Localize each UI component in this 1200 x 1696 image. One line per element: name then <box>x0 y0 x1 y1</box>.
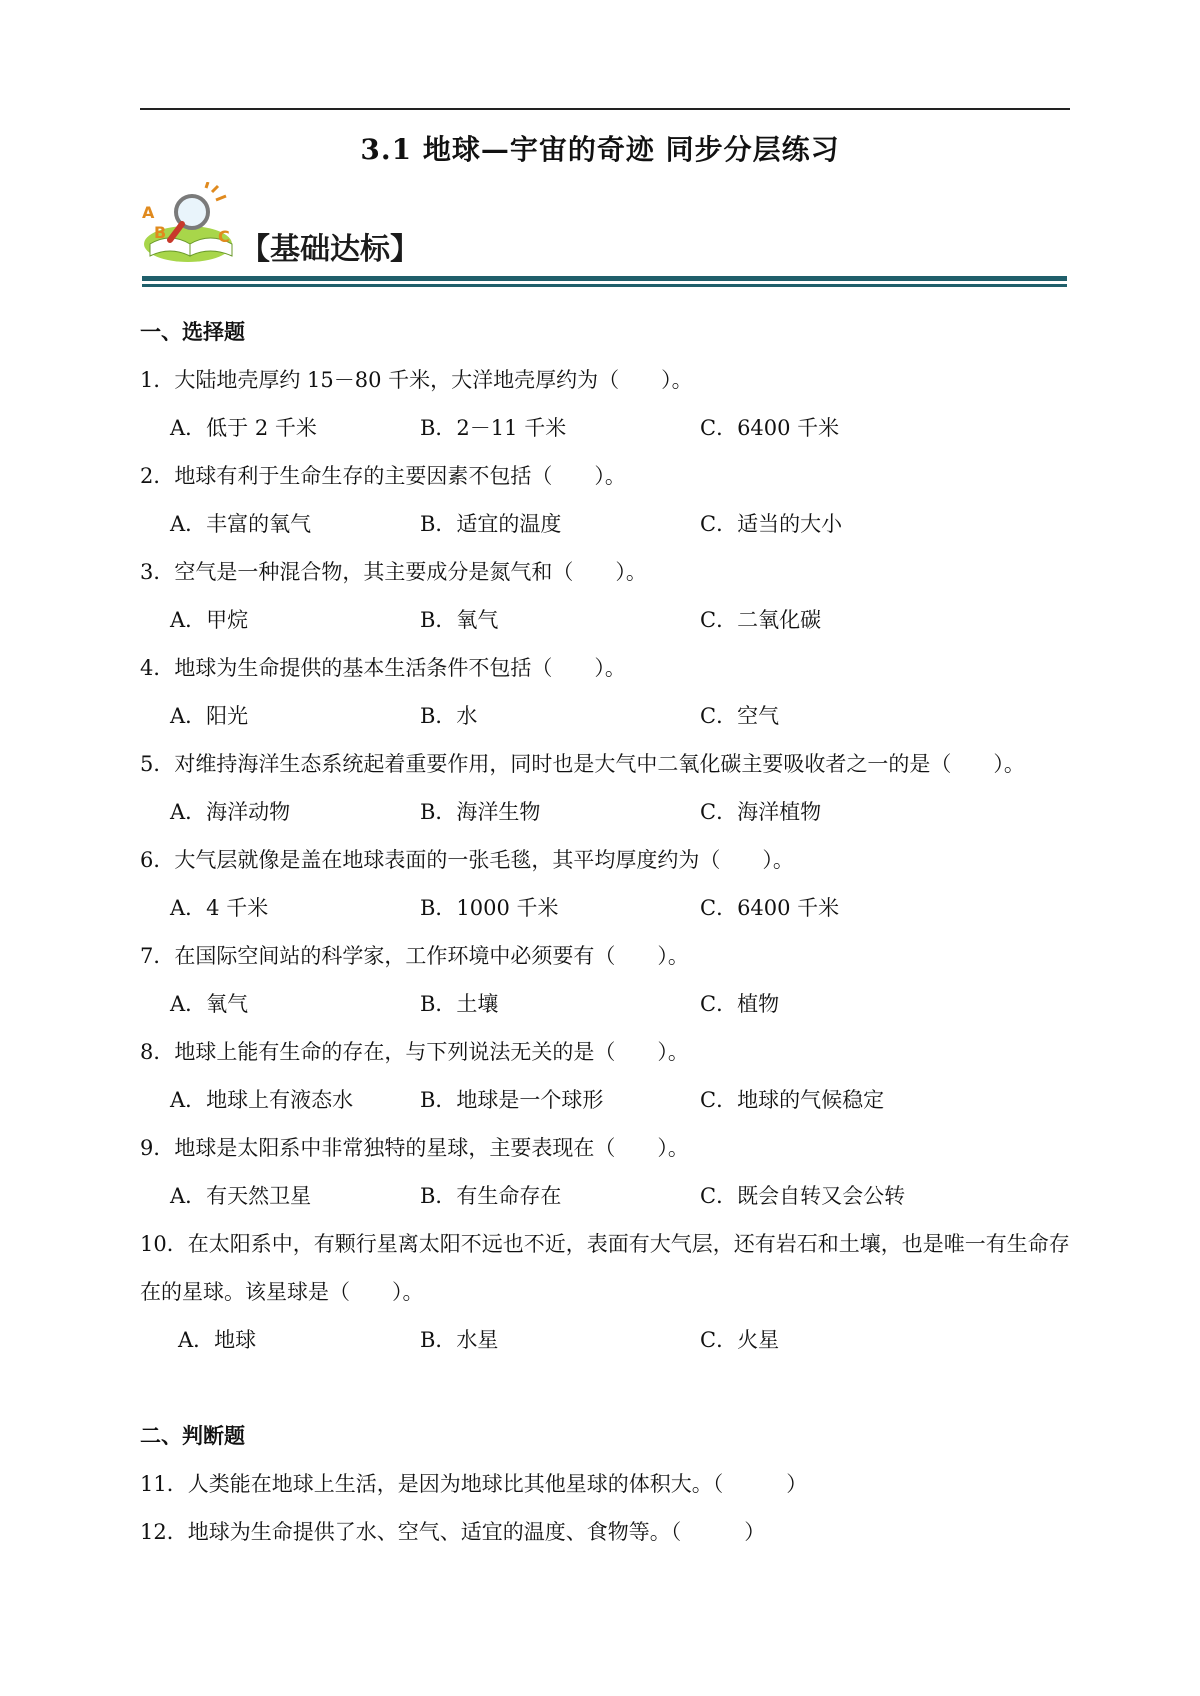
question-4: 4．地球为生命提供的基本生活条件不包括（ ）。 <box>140 656 626 680</box>
option-b[interactable]: B．1000 千米 <box>420 896 559 920</box>
abc-magnifier-icon <box>140 182 250 274</box>
question-7: 7．在国际空间站的科学家，工作环境中必须要有（ ）。 <box>140 944 689 968</box>
option-a[interactable]: A．4 千米 <box>170 896 269 920</box>
option-c[interactable]: C．火星 <box>700 1328 780 1352</box>
question-2: 2．地球有利于生命生存的主要因素不包括（ ）。 <box>140 464 626 488</box>
svg-text:A: A <box>142 203 155 222</box>
page-title: 3.1 地球—宇宙的奇迹 同步分层练习 <box>360 133 840 166</box>
option-a[interactable]: A．地球 <box>178 1328 257 1352</box>
question-7-options <box>140 980 1080 1028</box>
question-1-options <box>140 404 1080 452</box>
svg-text:B: B <box>154 223 167 242</box>
option-c[interactable]: C．地球的气候稳定 <box>700 1088 885 1112</box>
option-b[interactable]: B．水星 <box>420 1328 499 1352</box>
option-b[interactable]: B．土壤 <box>420 992 499 1016</box>
option-b[interactable]: B．海洋生物 <box>420 800 541 824</box>
option-a[interactable]: A．阳光 <box>170 704 249 728</box>
option-b[interactable]: B．2－11 千米 <box>420 416 567 440</box>
banner-divider <box>142 276 1067 287</box>
question-11: 11．人类能在地球上生活，是因为地球比其他星球的体积大。（ ） <box>140 1472 808 1496</box>
option-c[interactable]: C．二氧化碳 <box>700 608 822 632</box>
question-6-options <box>140 884 1080 932</box>
question-6: 6．大气层就像是盖在地球表面的一张毛毯，其平均厚度约为（ ）。 <box>140 848 794 872</box>
option-a[interactable]: A．有天然卫星 <box>170 1184 312 1208</box>
question-3-options <box>140 596 1080 644</box>
option-b[interactable]: B．水 <box>420 704 478 728</box>
question-9: 9．地球是太阳系中非常独特的星球，主要表现在（ ）。 <box>140 1136 689 1160</box>
option-b[interactable]: B．适宜的温度 <box>420 512 562 536</box>
option-c[interactable]: C．植物 <box>700 992 780 1016</box>
option-c[interactable]: C．空气 <box>700 704 780 728</box>
option-c[interactable]: C．适当的大小 <box>700 512 843 536</box>
option-a[interactable]: A．海洋动物 <box>170 800 291 824</box>
svg-text:C: C <box>218 227 230 246</box>
option-c[interactable]: C．既会自转又会公转 <box>700 1184 906 1208</box>
section-heading-choice: 一、选择题 <box>140 320 245 344</box>
question-10-options <box>140 1316 1080 1364</box>
question-4-options <box>140 692 1080 740</box>
option-a[interactable]: A．低于 2 千米 <box>170 416 317 440</box>
option-a[interactable]: A．氧气 <box>170 992 249 1016</box>
option-b[interactable]: B．氧气 <box>420 608 499 632</box>
option-c[interactable]: C．6400 千米 <box>700 416 840 440</box>
question-8-options <box>140 1076 1080 1124</box>
question-5-options <box>140 788 1080 836</box>
option-c[interactable]: C．海洋植物 <box>700 800 822 824</box>
section-heading-judgement: 二、判断题 <box>140 1424 245 1448</box>
option-b[interactable]: B．地球是一个球形 <box>420 1088 604 1112</box>
question-1: 1．大陆地壳厚约 15－80 千米，大洋地壳厚约为（ ）。 <box>140 368 693 392</box>
option-a[interactable]: A．甲烷 <box>170 608 249 632</box>
top-rule <box>140 108 1070 110</box>
question-2-options <box>140 500 1080 548</box>
banner-title: 【基础达标】 <box>240 232 420 267</box>
question-12: 12．地球为生命提供了水、空气、适宜的温度、食物等。（ ） <box>140 1520 766 1544</box>
question-content <box>140 308 1080 1556</box>
question-8: 8．地球上能有生命的存在，与下列说法无关的是（ ）。 <box>140 1040 689 1064</box>
question-9-options <box>140 1172 1080 1220</box>
question-10: 10．在太阳系中，有颗行星离太阳不远也不近，表面有大气层，还有岩石和土壤，也是唯一有生命存在的星球。该星球是（ ）。 <box>140 1232 1070 1304</box>
option-b[interactable]: B．有生命存在 <box>420 1184 562 1208</box>
option-c[interactable]: C．6400 千米 <box>700 896 840 920</box>
option-a[interactable]: A．丰富的氧气 <box>170 512 312 536</box>
option-a[interactable]: A．地球上有液态水 <box>170 1088 354 1112</box>
section-banner <box>140 182 1080 292</box>
question-5: 5．对维持海洋生态系统起着重要作用，同时也是大气中二氧化碳主要吸收者之一的是（ ）。 <box>140 752 1025 776</box>
section-spacer <box>140 1364 1080 1412</box>
question-3: 3．空气是一种混合物，其主要成分是氮气和（ ）。 <box>140 560 647 584</box>
